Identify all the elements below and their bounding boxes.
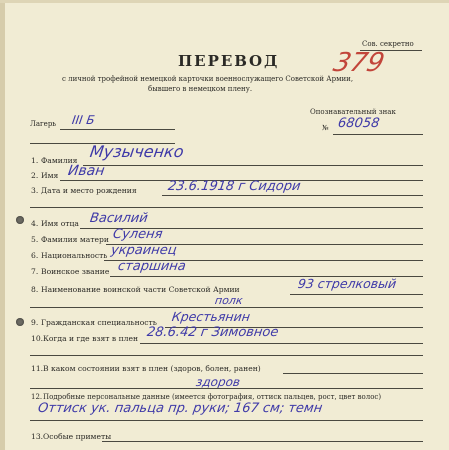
field-3-label: Дата и место рождения: [41, 186, 137, 195]
field-7-value: старшина: [116, 259, 187, 274]
field-11-label: В каком состоянии взят в плен (здоров, болен, ранен): [43, 364, 261, 373]
field-11-line: [283, 373, 423, 374]
field-2-value: Иван: [66, 163, 106, 179]
card-number-handwritten: 379: [330, 48, 388, 78]
punch-hole-top: [16, 216, 24, 224]
field-8-line-2: [30, 307, 423, 308]
field-8-value: 93 стрелковый: [296, 276, 398, 291]
field-3-line: [162, 195, 423, 196]
field-5-value: Суленя: [111, 227, 164, 242]
field-13-line: [102, 441, 423, 442]
field-12-line: [30, 420, 423, 421]
field-4-label: Имя отца: [41, 219, 79, 228]
field-2-label: Имя: [41, 171, 59, 180]
field-8-value-2: полк: [214, 294, 244, 307]
field-13-label: Особые приметы: [43, 432, 112, 441]
field-12-value: Оттиск ук. пальца пр. руки; 167 см; темн: [36, 401, 324, 416]
field-10-line: [140, 343, 423, 344]
field-8-label: Наименование воинской части Советской Армии: [41, 285, 240, 294]
field-7-label: Воинское звание: [41, 267, 110, 276]
field-4-number: 4.: [31, 219, 39, 228]
field-10-value: 28.6.42 г Зимовное: [145, 325, 280, 340]
field-6-label: Национальность: [41, 251, 108, 260]
field-10-number: 10.: [31, 334, 44, 343]
field-3-number: 3.: [31, 186, 39, 195]
field-10-line-2: [30, 355, 423, 356]
field-11-number: 11.: [31, 364, 44, 373]
field-2-number: 2.: [31, 171, 39, 180]
page-title: ПЕРЕВОД: [178, 52, 280, 70]
field-4-value: Василий: [88, 211, 149, 226]
camp-line: [60, 129, 175, 130]
field-11-line-2: [30, 388, 423, 389]
field-12-number: 12.: [31, 393, 43, 401]
field-7-number: 7.: [31, 267, 39, 276]
field-3-line-2: [30, 207, 423, 208]
field-11-value: здоров: [195, 375, 242, 389]
field-1-label: Фамилия: [41, 156, 78, 165]
field-12-label: Подробные персональные данные (имеется фотография, оттиск пальцев, рост, цвет волос): [43, 393, 382, 401]
field-5-label: Фамилия матери: [41, 235, 109, 244]
field-8-number: 8.: [31, 285, 39, 294]
subtitle-line1: с личной трофейной немецкой карточки военнослужащего Советской Армии,: [62, 75, 354, 83]
field-10-label: Когда и где взят в плен: [43, 334, 139, 343]
secret-label: Сов. секретно: [362, 40, 414, 48]
field-9-label: Гражданская специальность: [41, 318, 157, 327]
field-8-line: [290, 294, 423, 295]
tag-label: Опознавательный знак: [310, 108, 396, 116]
field-5-number: 5.: [31, 235, 39, 244]
field-3-value: 23.6.1918 г Сидори: [166, 179, 302, 194]
field-13-number: 13.: [31, 432, 44, 441]
field-9-number: 9.: [31, 318, 39, 327]
field-1-number: 1.: [31, 156, 39, 165]
paper-edge: [0, 0, 5, 450]
field-9-value: Крестьянин: [170, 309, 252, 324]
punch-hole-bottom: [16, 318, 24, 326]
field-6-value: украинец: [109, 243, 178, 258]
tag-prefix: №: [322, 124, 329, 132]
subtitle-line2: бывшего в немецком плену.: [148, 85, 253, 93]
field-1-line: [83, 165, 423, 166]
field-6-number: 6.: [31, 251, 39, 260]
tag-value: 68058: [336, 116, 381, 131]
field-1-value: Музыченко: [88, 142, 185, 161]
tag-line: [333, 134, 423, 135]
camp-label: Лагерь: [30, 120, 57, 128]
paper-edge-top: [0, 0, 449, 3]
camp-value: III Б: [71, 113, 96, 127]
